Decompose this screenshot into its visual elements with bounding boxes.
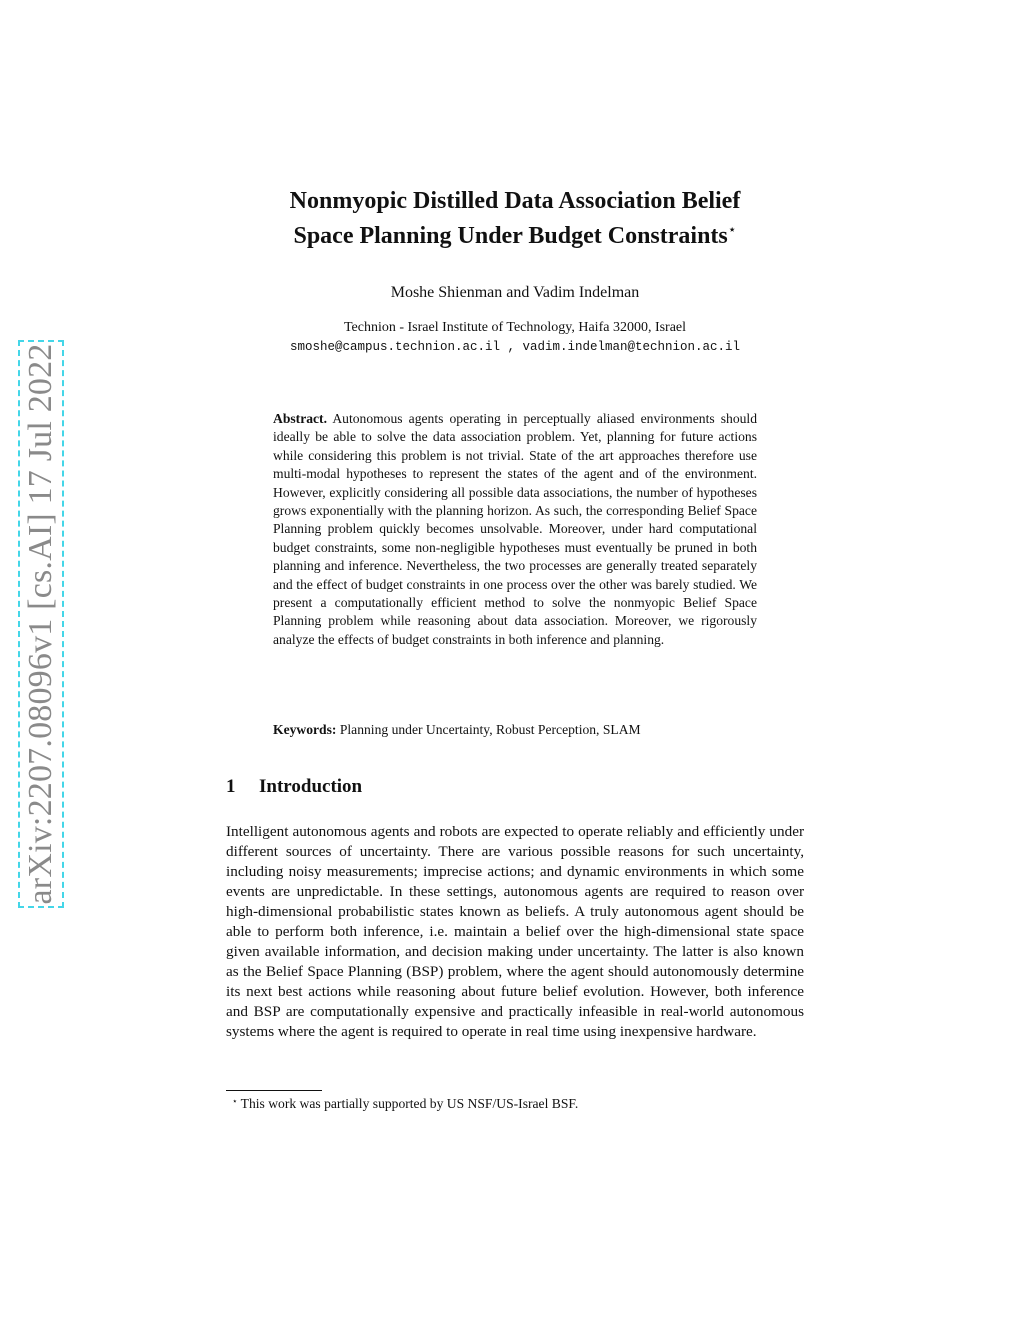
keywords	[273, 722, 757, 738]
author-list: Moshe Shienman and Vadim Indelman	[390, 284, 640, 301]
affiliation: Technion - Israel Institute of Technology, Haifa 32000, Israel	[343, 320, 687, 335]
abstract-text: Autonomous agents operating in perceptually aliased environments should ideally be able to solve the data association problem. Yet, planning for future actions while considering this problem is not trivial. State of the art approaches therefore use multi-modal hypotheses to represent the states of the agent and of the environment. However, explicitly considering all possible data associations, the number of hypotheses grows exponentially with the planning horizon. As such, the corresponding Belief Space Planning problem quickly becomes unsolvable. Moreover, under hard computational budget constraints, some non-negligible hypotheses must eventually be pruned in both planning and inference. Nevertheless, the two processes are generally treated separately and the effect of budget constraints in one process over the other was barely studied. We present a computationally efficient method to solve the nonmyopic Belief Space Planning problem while reasoning about data association. Moreover, we rigorously analyze the effects of budget constraints in both inference and planning.	[273, 411, 757, 647]
title-footnote-marker: ⋆	[727, 223, 737, 238]
author-emails: smoshe@campus.technion.ac.il , vadim.indelman@technion.ac.il	[289, 340, 741, 354]
footnote-text: This work was partially supported by US NSF/US-Israel BSF.	[240, 1096, 579, 1111]
footnote-divider	[226, 1090, 322, 1091]
title-line-1: Nonmyopic Distilled Data Association Belief	[289, 188, 741, 214]
section-number: 1	[226, 776, 236, 797]
keywords-label: Keywords:	[273, 722, 337, 737]
title-line-2	[200, 216, 830, 251]
abstract-label: Abstract.	[273, 411, 327, 426]
title-line-2-text: Space Planning Under Budget Constraints	[293, 223, 728, 249]
arxiv-identifier: arXiv:2207.08096v1 [cs.AI] 17 Jul 2022	[22, 343, 59, 905]
footnote-marker: ⋆	[232, 1096, 238, 1106]
section-heading-introduction	[226, 776, 362, 798]
paper-title	[200, 186, 830, 251]
footnote	[232, 1096, 578, 1112]
abstract	[273, 410, 757, 649]
intro-paragraph: Intelligent autonomous agents and robots are expected to operate reliably and efficiently under different sources of uncertainty. There are various possible reasons for such uncertainty, including noisy measurements; imprecise actions; and dynamic environments in which some events are unpredictable. In these settings, autonomous agents are required to reason over high-dimensional probabilistic states known as beliefs. A truly autonomous agent should be able to perform both inference, i.e. maintain a belief over the high-dimensional state space given available information, and decision making under uncertainty. The latter is also known as the Belief Space Planning (BSP) problem, where the agent should autonomously determine its next best actions while reasoning about future belief evolution. However, both inference and BSP are computationally expensive and practically infeasible in real-world autonomous systems where the agent is required to operate in real time using inexpensive hardware.	[226, 823, 804, 1040]
section-title: Introduction	[259, 776, 363, 797]
keywords-text: Planning under Uncertainty, Robust Perception, SLAM	[339, 722, 641, 737]
